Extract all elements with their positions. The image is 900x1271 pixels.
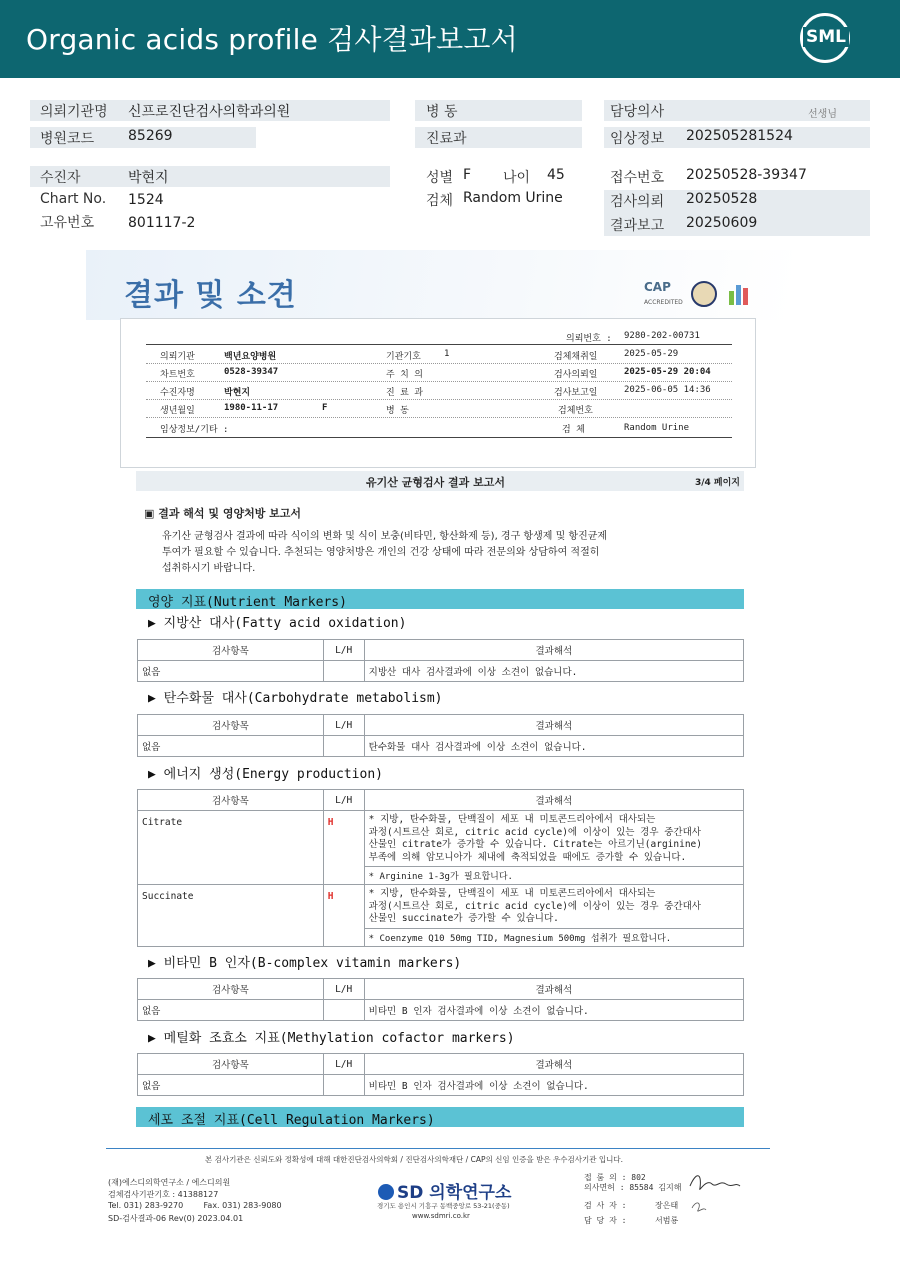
footer-code: 검체검사기관기호 : 41388127 xyxy=(108,1190,219,1199)
table-header-row xyxy=(138,790,744,811)
interp-line: * 지방, 탄수화물, 단백질이 세포 내 미토콘드리아에서 대사되는 xyxy=(368,888,656,900)
carb-title: ▶ 탄수화물 대사(Carbohydrate metabolism) xyxy=(148,691,443,706)
cell-label: 주 치 의 xyxy=(386,370,423,380)
clinical-info-value: 202505281524 xyxy=(686,128,793,144)
result-report-label: 결과보고 xyxy=(610,218,665,234)
methylation-title: ▶ 메틸화 조효소 지표(Methylation cofactor markers) xyxy=(148,1031,515,1046)
interp-line: 과정(시트르산 회로, citric acid cycle)에 이상이 있는 경우 중간대사 xyxy=(368,826,701,838)
cell-label: 차트번호 xyxy=(160,370,195,380)
cell-value: 0528-39347 xyxy=(224,367,279,377)
cell-label: 임상정보/기타 : xyxy=(160,425,229,435)
col-lh: L/H xyxy=(323,790,364,811)
interpretation-line: 유기산 균형검사 결과에 따라 식이의 변화 및 식이 보충(비타민, 항산화제 등), 경구 항생제 및 항진균제 xyxy=(162,531,608,542)
col-item: 검사항목 xyxy=(138,640,324,661)
cell-regulation-section-title: 세포 조절 지표(Cell Regulation Markers) xyxy=(148,1113,435,1128)
request-no-label: 의뢰번호 : xyxy=(566,334,612,344)
cell-item: 없음 xyxy=(138,1075,324,1096)
divider xyxy=(146,363,732,364)
cell-label: 검사보고일 xyxy=(554,388,598,398)
patient-value: 박현지 xyxy=(128,170,169,186)
cell-item: 없음 xyxy=(138,736,324,757)
footer-manager-label: 담 당 자 : xyxy=(584,1216,627,1225)
cell-interp xyxy=(364,811,743,867)
request-no-value: 9280-202-00731 xyxy=(624,331,700,341)
sml-logo-text: SML xyxy=(803,27,849,47)
specimen-value: Random Urine xyxy=(463,190,563,206)
footer-manager: 서범룡 xyxy=(655,1216,679,1225)
cell-note: * Coenzyme Q10 50mg TID, Magnesium 500mg 섭취가 필요합니다. xyxy=(364,929,743,947)
cell-label: 기관기호 xyxy=(386,352,421,362)
requesting-institution-label: 의뢰기관명 xyxy=(40,104,108,120)
footer-notice: 본 검사기관은 신뢰도와 정확성에 대해 대한진단검사의학회 / 진단검사의학재단 / CAP의 신임 인증을 받은 우수검사기관 입니다. xyxy=(205,1155,623,1164)
footer-rev: SD-검사결과-06 Rev(0) 2023.04.01 xyxy=(108,1214,244,1223)
cell-interp: 탄수화물 대사 검사결과에 이상 소견이 없습니다. xyxy=(364,736,743,757)
table-row xyxy=(138,1000,744,1021)
table-row xyxy=(138,1075,744,1096)
hospital-code-value: 85269 xyxy=(128,128,173,144)
table-row xyxy=(138,661,744,682)
sex-value: F xyxy=(463,167,472,183)
chart-no-value: 1524 xyxy=(128,192,164,208)
energy-title: ▶ 에너지 생성(Energy production) xyxy=(148,767,383,782)
footer-website: www.sdmri.co.kr xyxy=(412,1212,470,1220)
divider xyxy=(146,381,732,382)
col-item: 검사항목 xyxy=(138,715,324,736)
cell-interp: 비타민 B 인자 검사결과에 이상 소견이 없습니다. xyxy=(364,1000,743,1021)
department-label: 진료과 xyxy=(426,131,467,147)
cell-label: 검체번호 xyxy=(558,406,593,416)
energy-table xyxy=(137,789,744,947)
table-header-row xyxy=(138,979,744,1000)
cell-label: 검체채취일 xyxy=(554,352,598,362)
col-interp: 결과해석 xyxy=(364,715,743,736)
interp-line: 과정(시트르산 회로, citric acid cycle)에 이상이 있는 경우 중간대사 xyxy=(368,900,701,912)
cap-accredited-icon xyxy=(644,280,683,307)
table-header-row xyxy=(138,1054,744,1075)
header-bar xyxy=(0,0,900,78)
divider xyxy=(146,399,732,400)
test-request-value: 20250528 xyxy=(686,191,758,207)
interpretation-line: 섭취하시기 바랍니다. xyxy=(162,563,256,574)
nutrient-section-title: 영양 지표(Nutrient Markers) xyxy=(148,595,347,610)
footer-signer-2: 의사면허 : 85584 김지해 xyxy=(584,1183,682,1192)
cell-value: 2025-05-29 xyxy=(624,349,679,359)
col-interp: 결과해석 xyxy=(364,790,743,811)
cell-regulation-section-bar xyxy=(136,1107,744,1127)
cell-label: 의뢰기관 xyxy=(160,352,195,362)
page-title: Organic acids profile 검사결과보고서 xyxy=(26,23,518,56)
interp-line: 산물인 succinate가 증가할 수 있습니다. xyxy=(368,913,559,925)
col-item: 검사항목 xyxy=(138,1054,324,1075)
cell-lh xyxy=(323,661,364,682)
cell-interp xyxy=(364,885,743,929)
cell-label: 생년월일 xyxy=(160,406,195,416)
col-interp: 결과해석 xyxy=(364,640,743,661)
divider xyxy=(146,437,732,438)
col-lh: L/H xyxy=(323,979,364,1000)
col-lh: L/H xyxy=(323,640,364,661)
cell-value: 백년요양병원 xyxy=(224,352,277,362)
cell-label: 검 체 xyxy=(562,425,585,435)
cell-lh-high: H xyxy=(323,885,364,947)
cell-interp: 지방산 대사 검사결과에 이상 소견이 없습니다. xyxy=(364,661,743,682)
cell-item: 없음 xyxy=(138,1000,324,1021)
col-interp: 결과해석 xyxy=(364,979,743,1000)
cap-label: CAP xyxy=(644,280,671,294)
cell-lh xyxy=(323,1000,364,1021)
col-item: 검사항목 xyxy=(138,790,324,811)
interp-line: 산물인 citrate가 증가할 수 있습니다. Citrate는 아르기닌(arginine) xyxy=(368,839,702,850)
cell-label: 진 료 과 xyxy=(386,388,423,398)
cell-note: * Arginine 1-3g가 필요합니다. xyxy=(364,867,743,885)
age-value: 45 xyxy=(547,167,565,183)
interp-line: 부족에 의해 암모니아가 체내에 축적되었을 때에도 증가할 수 있습니다. xyxy=(368,851,687,863)
fatty-acid-table xyxy=(137,639,744,682)
hospital-code-label: 병원코드 xyxy=(40,131,95,147)
doctor-label: 담당의사 xyxy=(610,104,665,120)
specimen-label: 검체 xyxy=(426,193,454,209)
cell-item: 없음 xyxy=(138,661,324,682)
footer-tester-label: 검 사 자 : xyxy=(584,1201,627,1210)
divider xyxy=(146,417,732,418)
cell-label: 검사의뢰일 xyxy=(554,370,598,380)
signature-icon xyxy=(686,1168,742,1218)
carb-table xyxy=(137,714,744,757)
requesting-institution-value: 신프로진단검사의학과의원 xyxy=(128,104,291,120)
interp-line: * 지방, 탄수화물, 단백질이 세포 내 미토콘드리아에서 대사되는 xyxy=(368,814,656,825)
col-lh: L/H xyxy=(323,1054,364,1075)
reception-no-value: 20250528-39347 xyxy=(686,167,807,183)
sd-brand xyxy=(378,1178,511,1203)
cell-item: Succinate xyxy=(138,885,324,947)
doctor-suffix: 선생님 xyxy=(808,109,837,120)
cell-value: 2025-05-29 20:04 xyxy=(624,367,711,377)
unique-no-value: 801117-2 xyxy=(128,215,196,231)
col-lh: L/H xyxy=(323,715,364,736)
col-item: 검사항목 xyxy=(138,979,324,1000)
divider xyxy=(146,344,732,345)
footer-contact: Tel. 031) 283-9270 Fax. 031) 283-9080 xyxy=(108,1201,282,1210)
cell-value: 2025-06-05 14:36 xyxy=(624,385,711,395)
cell-interp: 비타민 B 인자 검사결과에 이상 소견이 없습니다. xyxy=(364,1075,743,1096)
cell-value: F xyxy=(322,403,328,413)
cell-value: 1 xyxy=(444,349,450,359)
sex-label: 성별 xyxy=(426,170,454,186)
cell-label: 수진자명 xyxy=(160,388,195,398)
age-label: 나이 xyxy=(503,170,531,186)
cell-lh-high: H xyxy=(323,811,364,885)
methylation-table xyxy=(137,1053,744,1096)
cell-lh xyxy=(323,736,364,757)
col-interp: 결과해석 xyxy=(364,1054,743,1075)
footer-tester: 장은태 xyxy=(655,1201,679,1210)
vitamin-b-title: ▶ 비타민 B 인자(B-complex vitamin markers) xyxy=(148,956,462,971)
sd-brand-name: SD 의학연구소 xyxy=(397,1183,512,1203)
table-row xyxy=(138,811,744,867)
cell-label: 병 동 xyxy=(386,406,409,416)
brand-mark-icon xyxy=(725,281,751,307)
fatty-acid-title: ▶ 지방산 대사(Fatty acid oxidation) xyxy=(148,616,407,631)
accreditation-marks xyxy=(644,280,751,307)
table-header-row xyxy=(138,640,744,661)
sd-logo-icon xyxy=(378,1184,394,1200)
footer-org: (재)에스디의학연구소 / 에스디의원 xyxy=(108,1178,231,1187)
seal-icon xyxy=(691,281,717,307)
interpretation-heading: ▣ 결과 해석 및 영양처방 보고서 xyxy=(144,507,302,520)
cell-value: 1980-11-17 xyxy=(224,403,279,413)
report-title: 유기산 균형검사 결과 보고서 xyxy=(366,476,505,489)
chart-no-label: Chart No. xyxy=(40,191,107,207)
vitamin-b-table xyxy=(137,978,744,1021)
report-title-bar xyxy=(136,471,744,491)
table-row xyxy=(138,736,744,757)
cell-value: 박현지 xyxy=(224,388,251,398)
cell-item: Citrate xyxy=(138,811,324,885)
clinical-info-label: 임상정보 xyxy=(610,131,665,147)
test-request-label: 검사의뢰 xyxy=(610,194,665,210)
cap-sub: ACCREDITED xyxy=(644,299,683,306)
footer-signer-1: 접 룸 의 : 802 xyxy=(584,1173,646,1182)
cell-lh xyxy=(323,1075,364,1096)
nutrient-section-bar xyxy=(136,589,744,609)
ward-label: 병 동 xyxy=(426,104,458,120)
patient-label: 수진자 xyxy=(40,170,81,186)
reception-no-label: 접수번호 xyxy=(610,170,665,186)
info-bar xyxy=(30,166,390,187)
result-report-value: 20250609 xyxy=(686,215,758,231)
footer-divider xyxy=(106,1148,770,1149)
footer-address: 경기도 용인시 기흥구 동백중앙로 53-21(중동) xyxy=(377,1202,510,1210)
page-indicator: 3/4 페이지 xyxy=(694,478,740,488)
table-row xyxy=(138,885,744,929)
cell-value: Random Urine xyxy=(624,423,690,433)
table-header-row xyxy=(138,715,744,736)
interpretation-line: 투여가 필요할 수 있습니다. 추천되는 영양처방은 개인의 건강 상태에 따라 전문의와 상담하여 적절히 xyxy=(162,547,600,558)
result-section-title: 결과 및 소견 xyxy=(124,278,297,313)
unique-no-label: 고유번호 xyxy=(40,215,95,231)
